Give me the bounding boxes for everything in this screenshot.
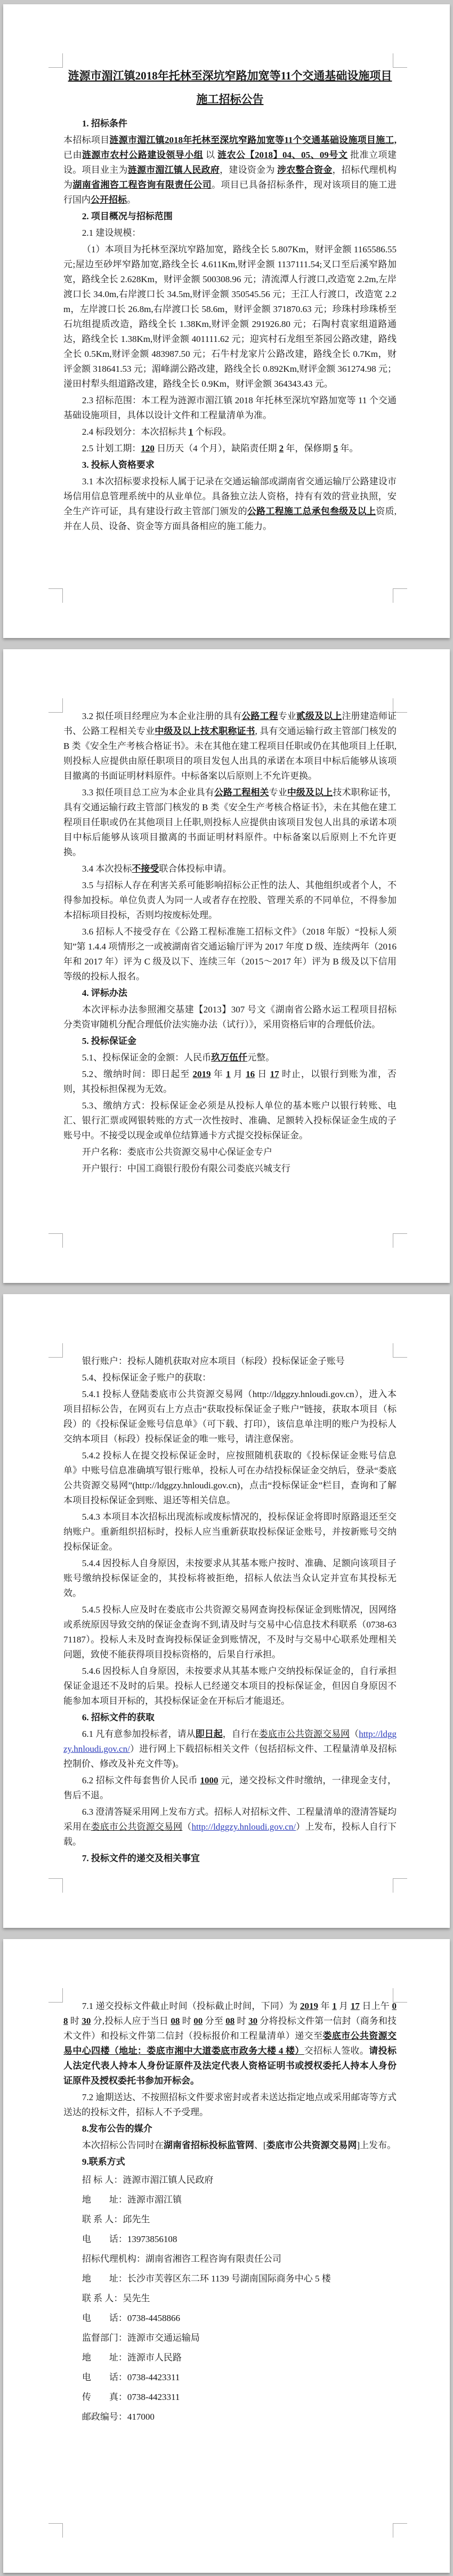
text-segment: 以	[203, 150, 218, 160]
text-segment: 中级及以上技术职称证书	[155, 726, 255, 736]
text-segment: 5.2、缴纳时间：即日起至	[82, 1069, 193, 1079]
text-segment: 涟源市农村公路建设领导小组	[82, 150, 204, 160]
text-segment: ，自行在	[222, 1729, 259, 1739]
page-content	[63, 64, 397, 536]
text-segment: 5.4.2 投标人在提交投标保证金时，应按照随机获取的《投标保证金账号信息单》中账号信息准确填写银行账单，投标人可在办结投标保证金交纳后，登录“娄底公共资源交易网”(http://ldggzy.hnloudi.gov.cn)，点击“投标保证金”栏目，查询和了解本项目投标保证金到账、退还等相关信息。	[63, 1450, 397, 1505]
text-segment: 湖南省湘咨工程咨询有限责任公司	[72, 180, 212, 190]
text-segment: 5.4.3 本项目本次招标出现流标或废标情况的，投标保证金将即时原路退还至交纳账户。重新组织招标时，投标人应当重新获取投标保证金账号，并按新账号交纳投标保证金。	[63, 1512, 397, 1552]
text-segment: 开户名称：娄底市公共资源交易中心保证金专户	[82, 1147, 272, 1157]
paragraph-account-bank	[63, 1161, 397, 1176]
text-segment: 涟源市湄江镇2018年托林至深坑窄路加宽等11个交通基础设施项目施工,	[109, 135, 397, 145]
section-heading-8	[63, 2122, 397, 2136]
text-segment: 公开招标	[91, 195, 127, 205]
text-segment: , 具有交通运输行政主管部门核发的 B 类《安全生产考核合格证书》。未在其他在建工程项目任职或仍在其他项目上任职,则投标人应提供由原任职项目的项目发包人出具的承诺在本项目中标后能够从该项目撤离的书面证明材料原件。中标备案以后原则上不允许更换。	[63, 726, 397, 781]
text-segment: 3.6 招标人不接受存在《公路工程标准施工招标文件》（2018 年版）“投标人须知”第 1.4.4 项情形之一或被湖南省交通运输厅评为 2017 年度 D 级、连续两年（2016 年和 2017 年）评为 C 级及以下、连续三年（2015～2017 年）评为 B 级及以下信用等级的投标人报名。	[63, 927, 397, 982]
section-heading-2	[63, 209, 397, 224]
text-segment: 分将投标文件第一信封（商务和技术文件）和投标文件第二信封（投标报价和工程量清单）递交至	[63, 2016, 397, 2041]
text-segment: 2019	[192, 1069, 211, 1079]
paragraph-3-3	[63, 785, 397, 860]
paragraph-5-4-6	[63, 1664, 397, 1709]
text-segment: 17	[350, 2001, 360, 2011]
text-segment: 6.2 招标文件每套售价人民币	[82, 1775, 200, 1785]
text-segment: 120	[141, 443, 155, 453]
text-segment: 1	[226, 1069, 231, 1079]
text-segment: 5.4、投标保证金子账户的获取：	[82, 1373, 212, 1383]
contact-supervisor	[63, 2329, 397, 2347]
paragraph-6-1	[63, 1727, 397, 1772]
text-segment: 08	[171, 2016, 180, 2026]
text-segment: 涉农整合资金	[277, 165, 333, 175]
text-segment: 6.1 凡有意参加投标者，请从	[82, 1729, 196, 1739]
page-content	[63, 1999, 397, 2428]
margin-crop-mark	[393, 1878, 407, 1893]
text-segment: 2019	[300, 2001, 319, 2011]
text-segment: 贰级及以上	[296, 711, 342, 721]
paragraph-5-3	[63, 1098, 397, 1143]
contact-tenderer-phone	[63, 2230, 397, 2248]
text-segment: 17	[270, 1069, 279, 1079]
text-segment: 2	[279, 443, 284, 453]
text-segment: 3. 投标人资格要求	[82, 460, 155, 470]
text-segment: 技术职称证书，具有交通运输行政主管部门核发的 B 类《安全生产考核合格证书》，未在其他在建工程项目任职或仍在其他项目上任职,则投标人应提供由该项目发包人出具的承诺本项目中标后能够从该项目撤离的书面证明材料原件。中标备案以后原则上不允许更换。	[63, 787, 397, 857]
text-segment: 4. 评标办法	[82, 988, 127, 998]
text-segment: 电 话：13973856108	[82, 2234, 177, 2244]
text-segment: 玖万伍仟	[211, 1052, 248, 1063]
text-segment: 2. 项目概况与招标范围	[82, 211, 173, 221]
paragraph-6-2	[63, 1773, 397, 1803]
paragraph-3-6	[63, 924, 397, 984]
text-segment: 年，保修期	[284, 443, 334, 453]
text-segment: 中级及以上	[287, 787, 333, 797]
text-segment: 年。	[338, 443, 359, 453]
margin-crop-mark	[393, 588, 407, 603]
section-heading-4	[63, 986, 397, 1001]
document-pages	[0, 4, 453, 2573]
text-segment: ，建设资金为	[220, 165, 278, 175]
section-heading-3	[63, 458, 397, 473]
page-content	[63, 709, 397, 1178]
text-segment: 8.发布公告的媒介	[82, 2124, 152, 2134]
section-heading-6	[63, 1710, 397, 1725]
text-segment: 地 址：长沙市芙蓉区东二环 1139 号湖南国际商务中心 5 楼	[82, 2274, 331, 2284]
text-segment: 08	[63, 2001, 397, 2026]
text-segment: 3.5 与招标人存在利害关系可能影响招标公正性的法人、其他组织或者个人，不得参加投标。单位负责人为同一人或者存在控股、管理关系的不同单位，不得参加本招标项目投标，否则均按废标处理。	[63, 880, 397, 920]
paragraph-4-1	[63, 1002, 397, 1032]
document-title	[63, 64, 397, 111]
text-segment: 地 址：涟源市人民路	[82, 2352, 182, 2363]
paragraph-5-4-2	[63, 1448, 397, 1508]
text-segment: 涟源市湄江镇2018年托林至深坑窄路加宽等11个交通基础设施项目施工招标公告	[68, 69, 392, 106]
page-4	[3, 1939, 450, 2573]
text-segment: 监督部门：涟源市交通运输局	[82, 2333, 200, 2343]
text-segment: 。项目已具备招标条件，现对该项目的施工进行国内	[63, 180, 397, 205]
text-segment: 3.2 拟任项目经理应为本企业注册的具有	[82, 711, 242, 721]
paragraph-bank-account	[63, 1354, 397, 1369]
text-segment: 已由	[63, 150, 82, 160]
text-segment: 时	[68, 2016, 82, 2026]
text-segment: 专业	[278, 711, 296, 721]
text-segment: 月	[230, 1069, 246, 1079]
text-segment: 年	[318, 2001, 333, 2011]
text-segment: 涟农公【2018】04、05、09号文	[217, 150, 348, 160]
paragraph-3-4	[63, 862, 397, 876]
text-segment: ）上发布，投标人自行下载。	[63, 1822, 397, 1847]
contact-tenderer	[63, 2171, 397, 2189]
text-segment: 开户银行：中国工商银行股份有限公司娄底兴城支行	[82, 1163, 290, 1174]
text-segment: 00	[193, 2016, 203, 2026]
text-segment: 3.1 本次招标要求投标人属于记录在交通运输部或湖南省交通运输厅公路建设市场信用信息管理系统中的从业单位。具备独立法人资格，持有有效的营业执照，安全生产许可证，具有建设行政主管部门颁发的	[63, 476, 397, 516]
text-segment: 1	[188, 427, 193, 437]
text-segment: 9.联系方式	[82, 2157, 125, 2167]
paragraph-7-2	[63, 2090, 397, 2120]
paragraph-3-5	[63, 878, 397, 923]
margin-crop-mark	[48, 1233, 63, 1248]
section-heading-9	[63, 2155, 397, 2170]
text-segment: 7. 投标文件的递交及相关事宜	[82, 1853, 200, 1863]
text-segment: 6. 招标文件的获取	[82, 1712, 155, 1722]
text-segment: 5.4.1 投标人登陆娄底市公共资源交易网（http://ldggzy.hnloudi.gov.cn），进入本项目招标公告，在网页右上方点击“获取投标保证金子账户”链接，获取本项目（标段）的《投标保证金账号信息单》（可下载、打印），该信息单注明的账户为投标人交纳本项目（标段）投标保证金的唯一账号，请注意保密。	[63, 1389, 397, 1444]
text-segment: 日历天（4 个月），缺陷责任期	[154, 443, 279, 453]
margin-crop-mark	[393, 2523, 407, 2538]
text-segment: ）进行网上下载招标相关文件（包括招标文件、工程量清单及招标控制价、修改及补充文件等)。	[63, 1744, 397, 1769]
margin-crop-mark	[48, 53, 63, 68]
text-segment: 即日起	[195, 1729, 223, 1739]
text-segment: ，招标代理机构为	[63, 165, 397, 190]
text-segment: 30	[82, 2016, 91, 2026]
text-segment: 2.3 招标范围：本工程为涟源市湄江镇 2018 年托林至深坑窄路加宽等 11 个交通基础设施项目，具体以设计文件和工程量清单为准。	[63, 395, 397, 420]
contact-supervisor-address	[63, 2349, 397, 2367]
text-segment: 1000	[200, 1775, 219, 1785]
paragraph-2-3	[63, 393, 397, 423]
paragraph-5-4	[63, 1370, 397, 1385]
margin-crop-mark	[48, 1878, 63, 1893]
text-segment: 娄底市公共资源交易中心四楼（地址：娄底市湘中大道娄底市政务大楼 4 楼）	[63, 2031, 397, 2056]
text-segment: 银行账户：投标人随机获取对应本项目（标段）投标保证金子账号	[82, 1356, 345, 1366]
text-segment: 不接受	[132, 864, 159, 874]
text-segment: 5.3、缴纳方式：投标保证金必须是从投标人单位的基本账户以银行转账、电汇、银行汇票或网银转账的方式一次性按时、准确、足额转入投标保证金生成的子账号中。不接受以现金或单位结算通卡方式提交投标保证金。	[63, 1100, 397, 1141]
page-content	[63, 1354, 397, 1868]
contact-agency-person	[63, 2290, 397, 2308]
paragraph-5-4-1	[63, 1387, 397, 1447]
text-segment: 元，递交投标文件时缴纳，一律现金支付，售后不退。	[63, 1775, 397, 1800]
text-segment: 本次评标办法参照湘交基建【2013】307 号文《湖南省公路水运工程项目招标分类资审随机分配合理低价法实施办法（试行）》，采用资格后审的合理低价法。	[63, 1004, 397, 1030]
text-segment: 7.1 递交投标文件截止时间（投标截止时间，下同）为	[82, 2001, 301, 2011]
page-1	[3, 4, 450, 638]
text-segment: 7.2 逾期送达、不按照招标文件要求密封或者未送达指定地点或采用邮寄等方式送达的投标文件，招标人不予受理。	[63, 2092, 397, 2117]
text-segment: 30	[248, 2016, 258, 2026]
text-segment: 、[	[254, 2140, 266, 2150]
text-segment: 5. 投标保证金	[82, 1036, 136, 1046]
contact-agency-address	[63, 2270, 397, 2288]
text-segment: 个标段。	[193, 427, 232, 437]
paragraph-5-1	[63, 1050, 397, 1065]
margin-crop-mark	[48, 2523, 63, 2538]
paragraph-3-2	[63, 709, 397, 784]
paragraph-8-1	[63, 2138, 397, 2153]
paragraph-3-1	[63, 474, 397, 534]
margin-crop-mark	[48, 588, 63, 603]
hyperlink[interactable]: http://ldggzy.hnloudi.gov.cn/	[63, 1729, 397, 1754]
text-segment: 时	[234, 2016, 249, 2026]
text-segment: 08	[225, 2016, 235, 2026]
text-segment: 日上午	[359, 2001, 392, 2011]
text-segment: 资质,并在人员、设备、资金等方面具备相应的施工能力。	[63, 506, 397, 531]
contact-postcode	[63, 2408, 397, 2426]
text-segment: 。	[127, 195, 136, 205]
text-segment: 邮政编号：417000	[82, 2412, 155, 2422]
margin-crop-mark	[48, 1988, 63, 2003]
contact-agency-phone	[63, 2309, 397, 2327]
paragraph-2-4	[63, 425, 397, 440]
text-segment: 5.1、投标保证金的金额：人民币	[82, 1052, 212, 1063]
text-segment: 涟源市湄江镇人民政府	[127, 165, 220, 175]
margin-crop-mark	[393, 1233, 407, 1248]
paragraph-7-1	[63, 1999, 397, 2088]
contact-tenderer-address	[63, 2191, 397, 2209]
paragraph-2-5	[63, 441, 397, 456]
text-segment: 年	[211, 1069, 226, 1079]
text-segment: 分至	[203, 2016, 226, 2026]
text-segment: 批准立项建设。项目业主为	[63, 150, 397, 175]
text-segment: 6.3 澄清答疑采用网上发布方式。招标人对招标文件、工程量清单的澄清答疑均采用在	[63, 1807, 397, 1832]
paragraph-2-1-detail	[63, 242, 397, 392]
margin-crop-mark	[48, 1343, 63, 1358]
text-segment: 时	[180, 2016, 194, 2026]
text-segment: 公路工程相关	[214, 787, 269, 797]
text-segment: 请投标人法定代表人持本人身份证原件及法定代表人资格证明书或授权委托人持本人身份证原件及授权委托书参加开标会。	[63, 2046, 397, 2086]
paragraph-account-name	[63, 1145, 397, 1160]
text-segment: 招 标 人：涟源市湄江镇人民政府	[82, 2175, 214, 2185]
text-segment: 注册建造师证书、公路工程相关专业	[63, 711, 397, 736]
text-segment: 2.5 计划工期：	[82, 443, 141, 453]
text-segment: 3.4 本次投标	[82, 864, 132, 874]
text-segment: 月	[336, 2001, 351, 2011]
page-2	[3, 649, 450, 1283]
text-segment: 1	[332, 2001, 337, 2011]
text-segment: 娄底市公共资源交易网	[91, 1822, 183, 1832]
text-segment: 娄底市公共资源交易网	[258, 1729, 350, 1739]
text-segment: 公路工程	[241, 711, 278, 721]
text-segment: （	[182, 1822, 192, 1832]
contact-supervisor-phone	[63, 2368, 397, 2387]
text-segment: 本招标项目	[63, 135, 110, 145]
text-segment: 地 址：涟源市湄江镇	[82, 2195, 182, 2205]
paragraph-5-2	[63, 1067, 397, 1097]
page-3	[3, 1294, 450, 1928]
text-segment: （	[350, 1729, 359, 1739]
section-heading-7	[63, 1851, 397, 1866]
text-segment: 5.4.4 因投标人自身原因，未按要求从其基本账户按时、准确、足额向该项目子账号缴纳投标保证金的，其投标将被拒绝，招标人依法当众认定并宣布其投标无效。	[63, 1558, 397, 1598]
contact-supervisor-fax	[63, 2388, 397, 2406]
paragraph-1-1	[63, 133, 397, 208]
text-segment: 联 系 人：邱先生	[82, 2214, 150, 2224]
paragraph-5-4-5	[63, 1602, 397, 1662]
section-heading-5	[63, 1034, 397, 1049]
paragraph-2-1	[63, 226, 397, 241]
text-segment: 联合体投标申请。	[159, 864, 232, 874]
text-segment: 交招标人签收。	[304, 2046, 369, 2056]
text-segment: 5	[333, 443, 338, 453]
text-segment: 2.1 建设规模：	[82, 228, 141, 238]
text-segment: 联 系 人：吴先生	[82, 2293, 150, 2303]
text-segment: ]上发布。	[357, 2140, 397, 2150]
section-heading-1	[63, 116, 397, 131]
paragraph-5-4-3	[63, 1510, 397, 1554]
text-segment: 本次招标公告同时在	[82, 2140, 164, 2150]
margin-crop-mark	[48, 698, 63, 713]
text-segment: 传 真：0738-4423311	[82, 2392, 180, 2402]
hyperlink[interactable]: http://ldggzy.hnloudi.gov.cn/	[191, 1822, 296, 1832]
text-segment: 电 话：0738-4458866	[82, 2313, 181, 2323]
text-segment: 公路工程施工总承包叁级及以上	[247, 506, 376, 516]
text-segment: 电 话：0738-4423311	[82, 2372, 180, 2382]
text-segment: 日	[255, 1069, 270, 1079]
paragraph-6-3	[63, 1805, 397, 1849]
text-segment: 5.4.5 投标人应及时在娄底市公共资源交易网查询投标保证金到账情况，因网络或系统原因导致交纳的保证金查询不到,请及时与交易中心信息技术科联系（0738-6371187）。投标人未及时查询投标保证金到账情况，不及时与交易中心联系处理相关问题，致使不能获得项目投标资格的，后果自行承担。	[63, 1605, 397, 1660]
text-segment: 元整。	[247, 1052, 275, 1063]
text-segment: 娄底市公共资源交易网	[266, 2140, 357, 2150]
text-segment: 招标代理机构：湖南省湘咨工程咨询有限责任公司	[82, 2254, 281, 2264]
text-segment: 5.4.6 因投标人自身原因，未按要求从其基本账户交纳投标保证金的，自行承担保证金退还不及时的后果。投标人已经递交本项目的投标保证金，但因自身原因不能参加本项目开标的，其投标保证金在开标后才能退还。	[63, 1666, 397, 1706]
contact-tenderer-person	[63, 2211, 397, 2229]
contact-agency	[63, 2250, 397, 2268]
text-segment: 分,投标人应于当日	[91, 2016, 171, 2026]
text-segment: 时止，以银行到账为准，否则，其投标担保视为无效。	[63, 1069, 397, 1094]
text-segment: （1）本项目为托林至深坑窄路加宽，路线全长 5.807Km，财评金额 1165586.55 元;屋边至砂坪窄路加宽,路线全长 4.611Km,财评金额 1137111.54;叉口至后溪窄路加宽，路线全长 2.628Km，财评金额 500308.96 元；清流潭人行渡口,改造宽 2.2m,左岸渡口长 34.0m,右岸渡口长 34.5m,财评金额 350545.56 元；王江人行渡口，改造宽 2.2m，左岸渡口长 26.8m,右岸渡口长 58.6m，财评金额 371870.63 元；珍珠村珍珠桥至石坑组提质改造，路线全长 1.38Km,财评金额 291926.80 元；石陶村袁家组道路通达，路线全长 1.38Km,财评金额 401111.62 元；迎宾村石龙组至茶园公路改建，路线全长 0.5Km,财评金额 483987.50 元；石牛村龙家片公路改建，路线全长 0.7Km，财评金额 318641.53 元；湄峰湖公路改建，路线全长 0.892Km,财评金额 361274.98 元；湴田村犁头组道路改建，路线全长 0.9Km，财评金额 364343.43 元。	[63, 244, 397, 389]
text-segment: 16	[246, 1069, 255, 1079]
text-segment: 湖南省招标投标监管网	[163, 2140, 254, 2150]
paragraph-5-4-4	[63, 1556, 397, 1601]
text-segment: 专业	[269, 787, 287, 797]
text-segment: 3.3 拟任项目总工应为本企业具有	[82, 787, 214, 797]
text-segment: 2.4 标段划分：本次招标共	[82, 427, 189, 437]
text-segment: 1. 招标条件	[82, 118, 127, 129]
